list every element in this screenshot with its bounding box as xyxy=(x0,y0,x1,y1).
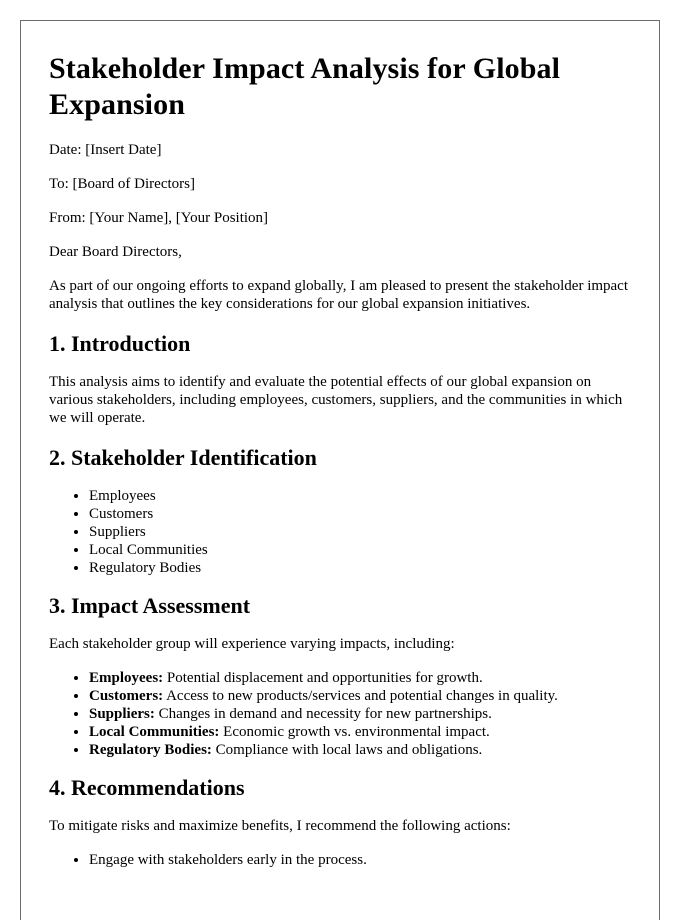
section-heading-introduction: 1. Introduction xyxy=(49,331,191,356)
impact-term: Customers: xyxy=(89,688,164,704)
impact-text: Potential displacement and opportunities for growth. xyxy=(163,670,483,686)
intro-paragraph: As part of our ongoing efforts to expand globally, I am pleased to present the stakeholder impact analysis that outlines the key considerations for our global expansion initiatives. xyxy=(49,278,629,312)
document-title: Stakeholder Impact Analysis for Global Expansion xyxy=(49,52,561,121)
section-heading-recommendations: 4. Recommendations xyxy=(49,775,245,800)
recommendations-list xyxy=(49,851,631,869)
list-item: • Suppliers xyxy=(89,523,631,541)
impact-text: Compliance with local laws and obligations. xyxy=(211,742,483,758)
letter-content xyxy=(21,21,659,869)
impact-list xyxy=(49,669,631,759)
salutation: Dear Board Directors, xyxy=(49,244,182,260)
impact-text: Access to new products/services and potential changes in quality. xyxy=(163,688,558,704)
impact-term: Local Communities: xyxy=(89,724,220,740)
list-item xyxy=(89,723,631,741)
list-item xyxy=(89,687,631,705)
list-item: • Regulatory Bodies xyxy=(89,559,631,577)
recommendations-body: To mitigate risks and maximize benefits, I recommend the following actions: xyxy=(49,818,511,834)
date-line: Date: [Insert Date] xyxy=(49,142,162,158)
section-heading-assessment: 3. Impact Assessment xyxy=(49,593,251,618)
list-item xyxy=(89,705,631,723)
impact-term: Suppliers: xyxy=(89,706,155,722)
list-item xyxy=(89,741,631,759)
stakeholder-list xyxy=(49,487,631,577)
impact-term: Employees: xyxy=(89,670,164,686)
impact-text: Economic growth vs. environmental impact. xyxy=(219,724,490,740)
impact-term: Regulatory Bodies: xyxy=(89,742,212,758)
list-item xyxy=(89,669,631,687)
list-item: • Employees xyxy=(89,487,631,505)
letter-page xyxy=(20,20,660,920)
list-item: • Local Communities xyxy=(89,541,631,559)
list-item: • Engage with stakeholders early in the process. xyxy=(89,851,631,869)
from-line: From: [Your Name], [Your Position] xyxy=(49,210,269,226)
introduction-body: This analysis aims to identify and evaluate the potential effects of our global expansion on various stakeholders, including employees, customers, suppliers, and the communities in which we will operate. xyxy=(49,374,623,426)
list-item: • Customers xyxy=(89,505,631,523)
to-line: To: [Board of Directors] xyxy=(49,176,195,192)
section-heading-identification: 2. Stakeholder Identification xyxy=(49,445,317,470)
assessment-body: Each stakeholder group will experience varying impacts, including: xyxy=(49,636,455,652)
impact-text: Changes in demand and necessity for new partnerships. xyxy=(154,706,492,722)
